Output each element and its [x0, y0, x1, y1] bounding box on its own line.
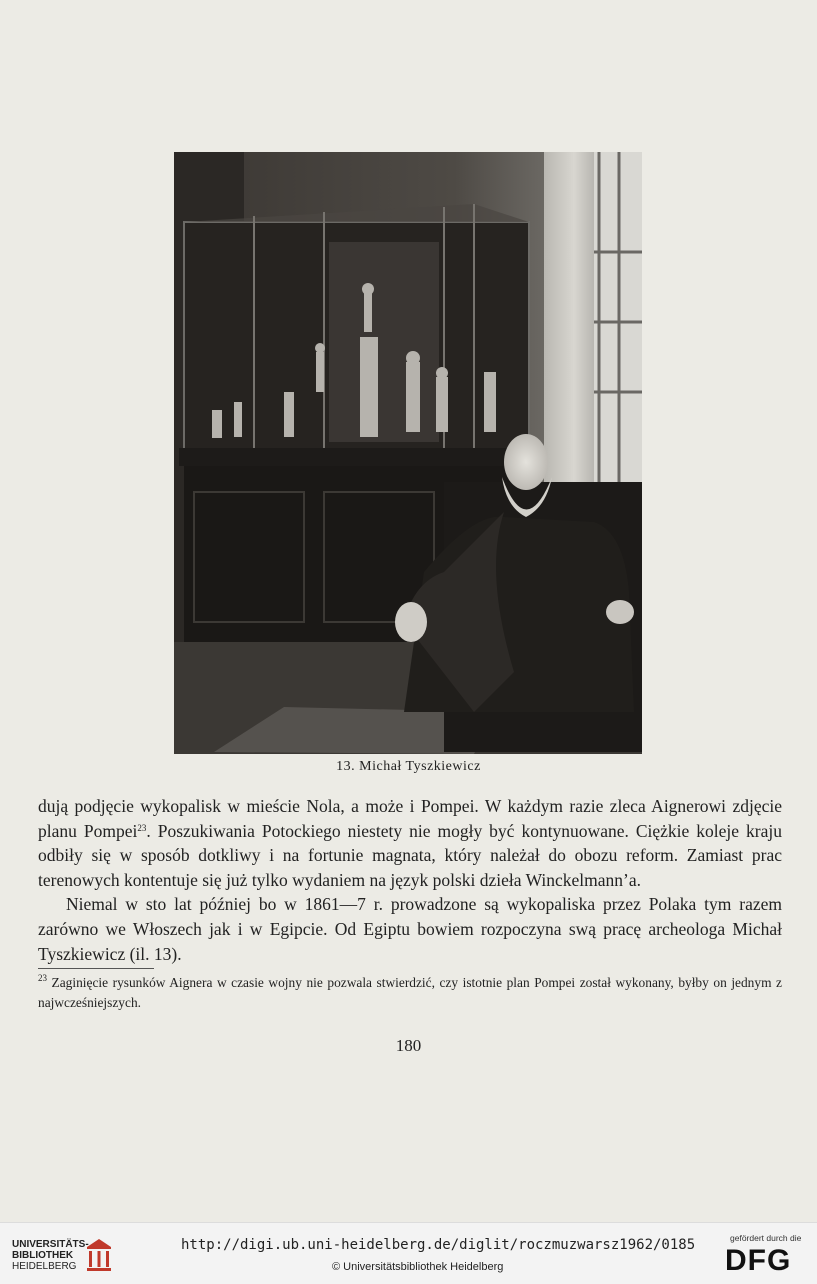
paragraph-2: Niemal w sto lat później bo w 1861—7 r. prowadzone są wykopaliska przez Polaka tym razem zarówno we Włoszech jak i w Egipcie. Od Egiptu bowiem rozpoczyna swą pracę archeologa Michał Tyszkiewicz (il. 13).: [38, 894, 782, 964]
library-emblem-icon: [83, 1235, 115, 1278]
photograph-michal-tyszkiewicz: [174, 152, 642, 754]
footnote-reference: 23: [137, 822, 147, 833]
figure-caption: 13. Michał Tyszkiewicz: [336, 759, 481, 774]
library-name-line2: BIBLIOTHEK: [12, 1250, 74, 1261]
paragraph-1: [38, 794, 782, 892]
photo-illustration: [174, 152, 642, 754]
footnote: [38, 973, 782, 1013]
funded-by-label: gefördert durch die: [730, 1233, 802, 1243]
footnote-text: Zaginięcie rysunków Aignera w czasie wojny nie pozwala stwierdzić, czy istotnie plan Pompei został wykonany, byłby on jednym z najwcześniejszych.: [38, 975, 782, 1010]
copyright-notice: © Universitätsbibliothek Heidelberg: [332, 1261, 504, 1273]
footnote-divider: [38, 968, 154, 969]
library-logo[interactable]: [12, 1239, 89, 1272]
permalink-url[interactable]: http://digi.ub.uni-heidelberg.de/diglit/roczmuzwarsz1962/0185: [181, 1237, 696, 1253]
paragraph-1-text-b: . Poszukiwania Potockiego niestety nie mogły być kontynuowane. Ciężkie koleje kraju odbiły się w sposób dotkliwy i na fortunie magnata, który należał do obozu reform. Zamiast prac terenowych kontentuje się już tylko wydaniem na język polski dzieła Winckelmann’a.: [38, 820, 783, 890]
digitization-footer: [0, 1222, 817, 1284]
dfg-logo[interactable]: DFG: [725, 1244, 792, 1277]
paragraph-1-text-a: dują podjęcie wykopalisk w mieście Nola, a może i Pompei. W każdym razie zleca Aignerowi zdjęcie planu Pompei: [38, 796, 782, 841]
footnote-number: 23: [38, 973, 47, 983]
body-text: [38, 794, 782, 966]
page-number: 180: [395, 1036, 422, 1055]
library-name-line1: UNIVERSITÄTS-: [12, 1239, 89, 1250]
library-name-line3: HEIDELBERG: [12, 1261, 77, 1272]
